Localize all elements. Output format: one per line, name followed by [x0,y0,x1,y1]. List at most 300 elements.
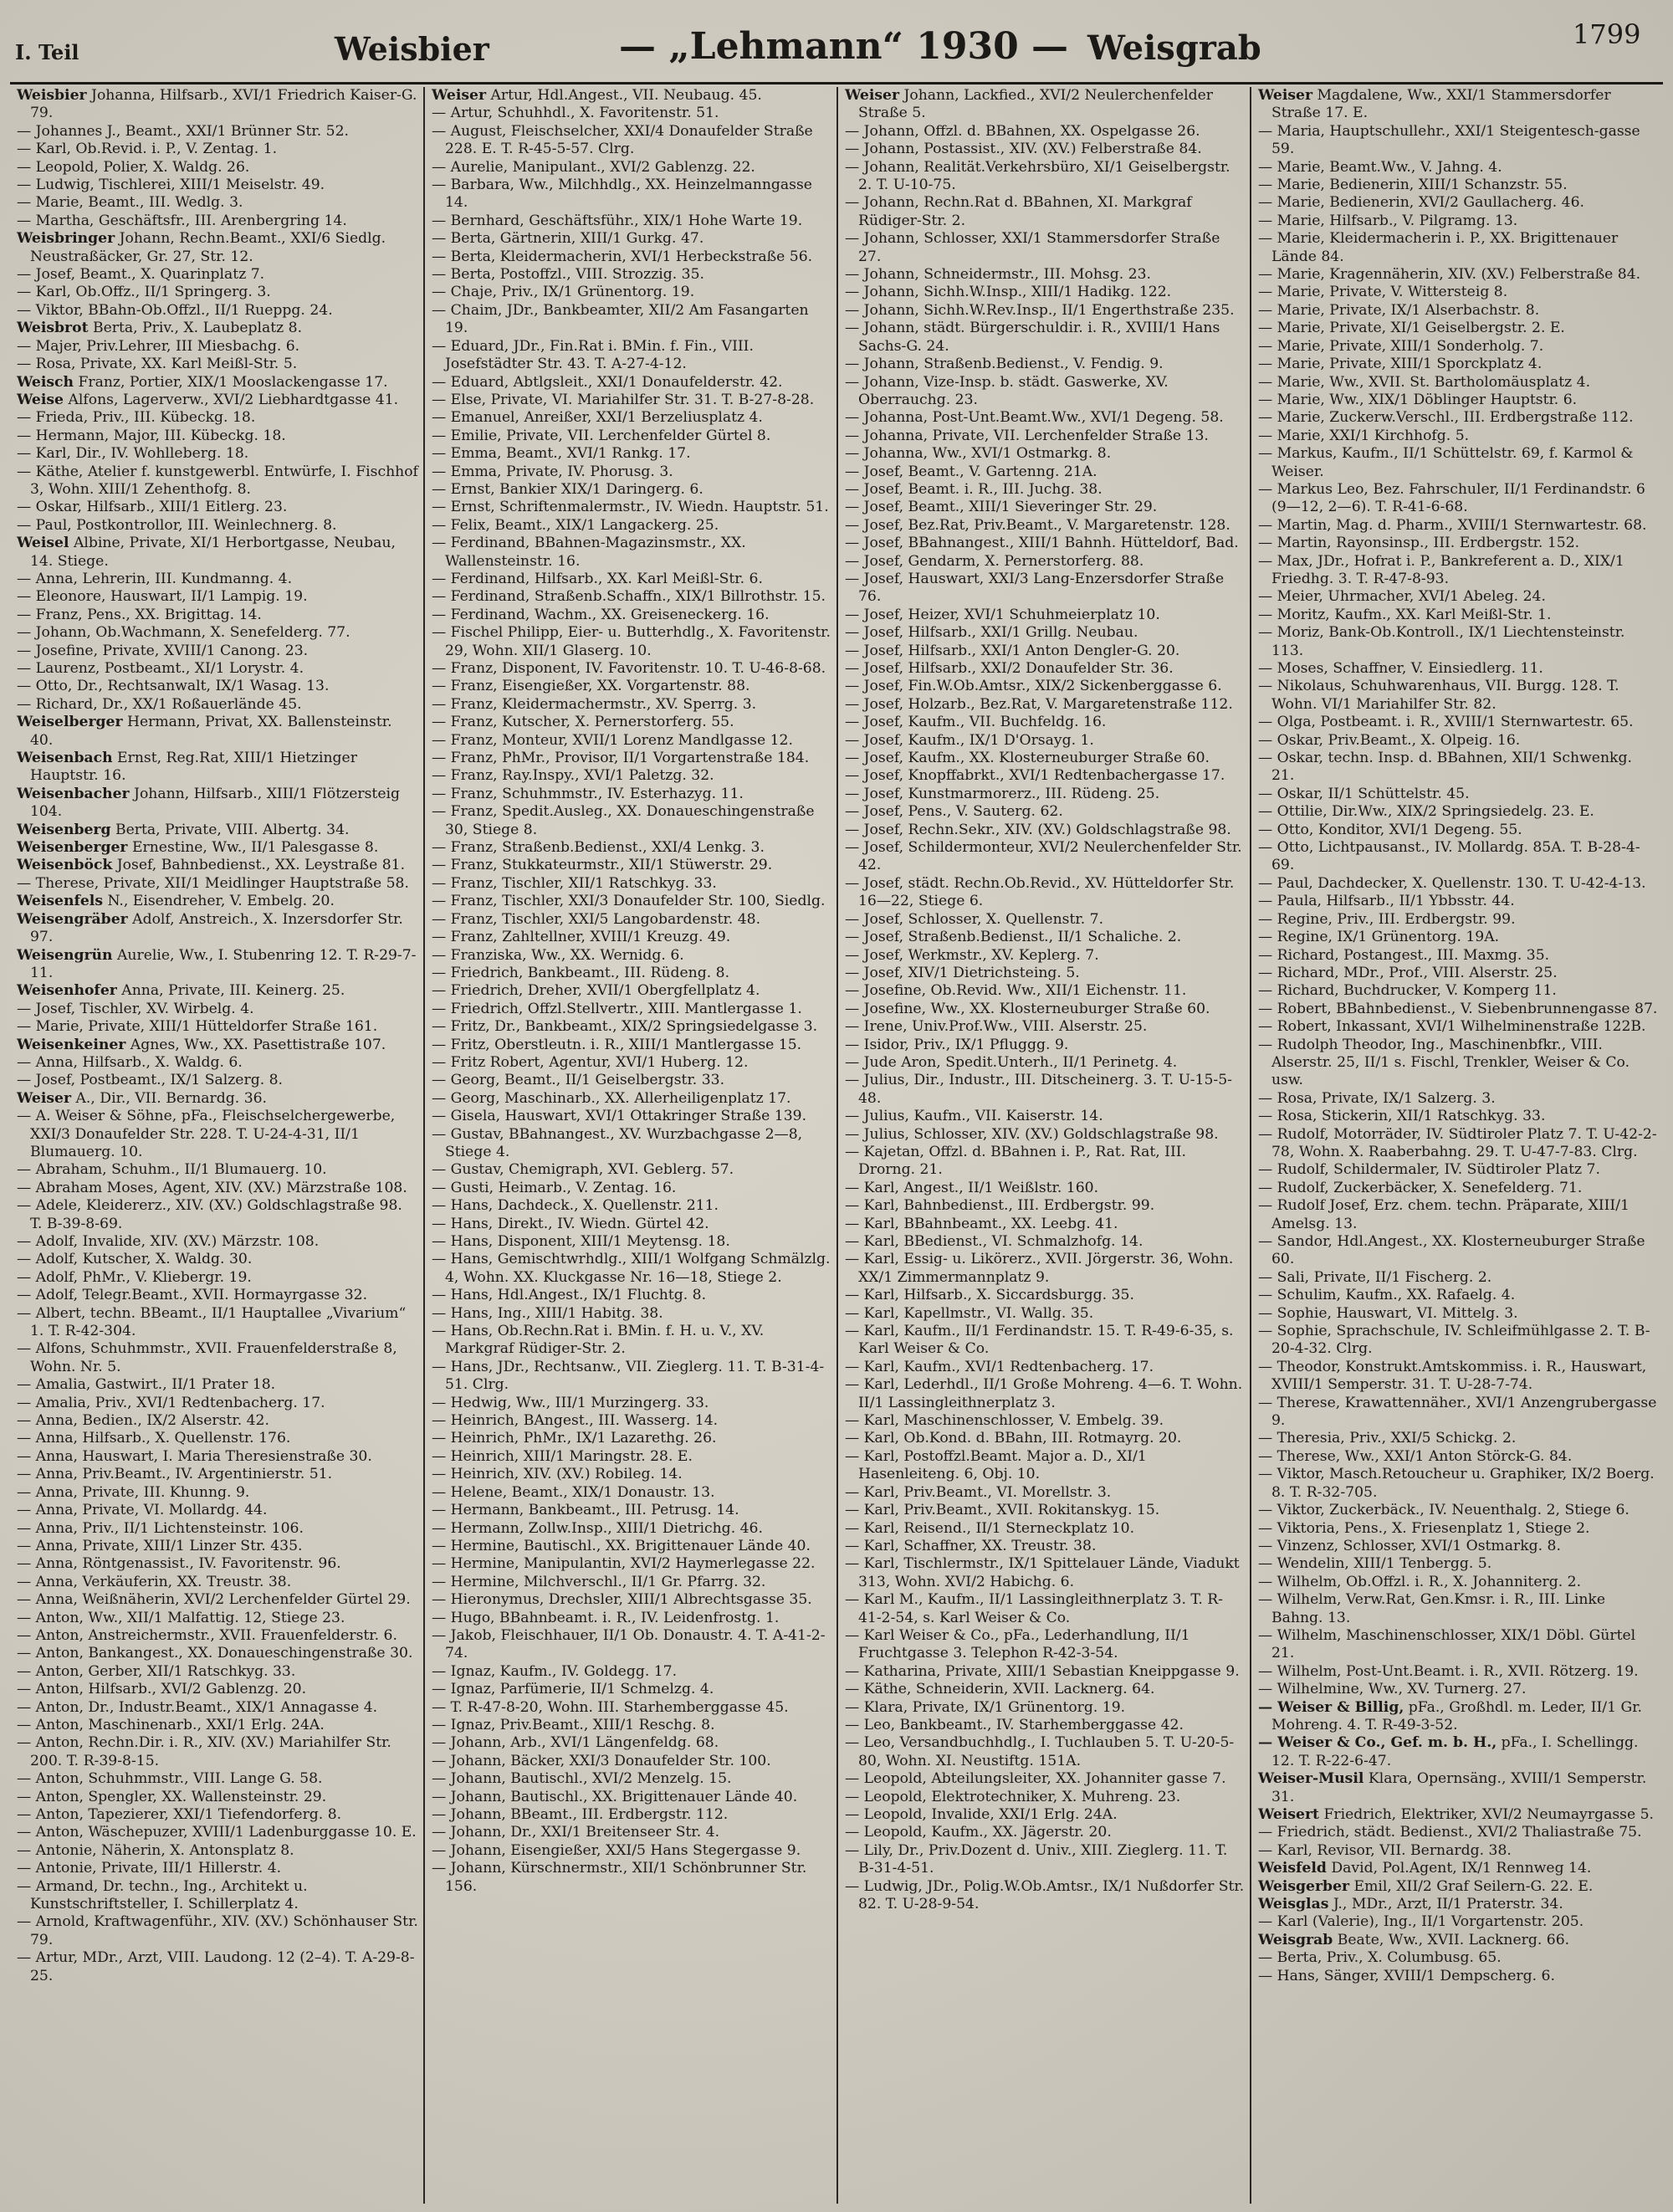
entry-text: — Franz, Straßenb.Bedienst., XXI/4 Lenkg. 3. [432,839,765,857]
entry-text: — Marie, Private, IX/1 Alserbachstr. 8. [1258,301,1540,319]
entry-text: — Ottilie, Dir.Ww., XIX/2 Springsiedelg. 23. E. [1258,803,1594,821]
entry-text: — Marie, Private, XI/1 Geiselbergstr. 2. E. [1258,320,1565,337]
directory-entry [845,1412,1245,1430]
entry-text: — Johanna, Ww., XVI/1 Ostmarkg. 8. [845,445,1112,463]
entry-text: — Marie, Bedienerin, XIII/1 Schanzstr. 55. [1258,177,1568,194]
entry-text: — Theresia, Priv., XXI/5 Schickg. 2. [1258,1430,1517,1447]
entry-text: — Anton, Wäschepuzer, XVIII/1 Ladenburggasse 10. E. [17,1824,417,1841]
directory-entry [17,893,418,910]
entry-text: — Josef, Schildermonteur, XVI/2 Neulerchenfelder Str. 42. [845,839,1242,874]
directory-entry [432,1484,831,1502]
directory-entry [1258,1430,1658,1447]
directory-entry [17,463,418,499]
directory-entry [845,481,1245,499]
entry-text: — Johanna, Post-Unt.Beamt.Ww., XVI/1 Degeng. 58. [845,409,1224,427]
entry-text: — Moritz, Kaufm., XX. Karl Meißl-Str. 1. [1258,606,1552,623]
directory-entry [432,839,831,857]
entry-text: — Heinrich, BAngest., III. Wasserg. 14. [432,1412,719,1430]
entry-text: — Johann, Sichh.W.Rev.Insp., II/1 Engerthstraße 235. [845,301,1235,319]
directory-entry [17,1251,418,1268]
entry-text: Anna, Private, III. Keinerg. 25. [116,982,345,1000]
entry-text: — Josef, Tischler, XV. Wirbelg. 4. [17,1000,254,1017]
directory-entry [1258,1180,1658,1197]
directory-entry [845,571,1245,607]
directory-entry [845,822,1245,839]
entry-text: — Heinrich, XIII/1 Maringstr. 28. E. [432,1447,693,1465]
directory-entry [17,517,418,535]
directory-entry [845,374,1245,410]
directory-entry [432,947,831,965]
entry-text: Ernst, Reg.Rat, XIII/1 Hietzinger Hauptstr. 16. [30,750,357,785]
entry-text: — Vinzenz, Schlosser, XVI/1 Ostmarkg. 8. [1258,1537,1561,1554]
entry-text: — Marie, Private, XIII/1 Sporckplatz 4. [1258,356,1543,373]
entry-text: — Hans, Disponent, XIII/1 Meytensg. 18. [432,1233,730,1250]
directory-entry [17,1395,418,1412]
entry-text: — Johann, Rechn.Rat d. BBahnen, XI. Markgraf Rüdiger-Str. 2. [845,194,1192,229]
directory-entry [17,212,418,230]
directory-entry [432,982,831,1000]
directory-entry [17,1610,418,1627]
entry-text: — Anna, Lehrerin, III. Kundmanng. 4. [17,570,293,587]
entry-text: — Franz, Disponent, IV. Favoritenstr. 10. T. U-46-8-68. [432,660,826,677]
directory-entry [17,284,418,301]
entry-surname: Weiser [1258,87,1313,104]
entry-surname: Weisgrab [1258,1931,1333,1948]
directory-entry [1258,1126,1658,1162]
entry-text: — Meier, Uhrmacher, XVI/1 Abeleg. 24. [1258,588,1546,606]
entry-text: — Moses, Schaffner, V. Einsiedlerg. 11. [1258,660,1543,677]
directory-entry [432,893,831,910]
directory-entry [845,1484,1245,1502]
entry-text: — Johann, BBeamt., III. Erdbergstr. 112. [432,1806,729,1823]
entry-text: — Abraham, Schuhm., II/1 Blumauerg. 10. [17,1161,327,1179]
directory-entry [845,982,1245,1000]
directory-entry [432,374,831,392]
entry-text: — Albert, techn. BBeamt., II/1 Hauptallee „Vivarium“ 1. T. R-42-304. [17,1304,407,1340]
entry-text: — Antonie, Näherin, X. Antonsplatz 8. [17,1841,294,1859]
entry-text: — Oskar, techn. Insp. d. BBahnen, XII/1 Schwenkg. 21. [1258,750,1632,785]
entry-surname: Weisengräber [17,910,128,928]
entry-text: — Bernhard, Geschäftsführ., XIX/1 Hohe Warte 19. [432,212,803,229]
directory-entry [17,660,418,678]
directory-entry [432,857,831,874]
directory-entry [1258,1161,1658,1179]
entry-text: — Karl, Revisor, VII. Bernardg. 38. [1258,1841,1512,1859]
entry-surname: Weisenkeiner [17,1036,126,1053]
entry-text: Hermann, Privat, XX. Ballensteinstr. 40. [30,714,392,749]
entry-text: — Anton, Anstreichermstr., XVII. Frauenfelderstr. 6. [17,1626,397,1644]
entry-text: — Hans, Ing., XIII/1 Habitg. 38. [432,1304,663,1322]
entry-text: — Franz, Stukkateurmstr., XII/1 Stüwerstr. 29. [432,857,773,874]
entry-text: — Ferdinand, Straßenb.Schaffn., XIX/1 Billrothstr. 15. [432,588,826,606]
entry-text: — Friedrich, Offzl.Stellvertr., XIII. Mantlergasse 1. [432,1000,802,1017]
entry-text: Albine, Private, XI/1 Herbortgasse, Neubau, 14. Stiege. [30,535,396,570]
entry-text: — Johann, Ob.Wachmann, X. Senefelderg. 77. [17,624,350,642]
entry-text: — Johann, Bäcker, XXI/3 Donaufelder Str. 100. [432,1752,771,1769]
directory-entry [1258,1824,1658,1841]
entry-text: — Wilhelm, Ob.Offzl. i. R., X. Johanniterg. 2. [1258,1573,1582,1590]
entry-text: — Amalia, Priv., XVI/1 Redtenbacherg. 17. [17,1394,325,1411]
directory-entry [845,1054,1245,1072]
entry-text: — Anton, Gerber, XII/1 Ratschkyg. 33. [17,1662,296,1680]
directory-entry [1258,1699,1658,1735]
directory-entry [17,87,418,123]
directory-entry [1258,1538,1658,1555]
directory-entry [845,1502,1245,1519]
directory-entry [1258,1932,1658,1949]
directory-entry [845,1789,1245,1806]
directory-entry [1258,624,1658,660]
directory-entry [432,1359,831,1395]
directory-entry [17,624,418,642]
entry-text: — Ferdinand, Hilfsarb., XX. Karl Meißl-Str. 6. [432,570,763,587]
entry-text: — Hermann, Major, III. Kübeckg. 18. [17,427,286,444]
directory-entry [432,607,831,624]
entry-text: — Aurelie, Manipulant., XVI/2 Gablenzg. 22. [432,158,755,176]
directory-entry [432,1753,831,1770]
entry-text: — Paula, Hilfsarb., II/1 Ybbsstr. 44. [1258,893,1515,910]
directory-entry [845,1717,1245,1734]
entry-text: — Marie, Private, XIII/1 Hütteldorfer Straße 161. [17,1018,378,1036]
directory-entry [17,1681,418,1698]
entry-text: — Therese, Krawattennäher., XVI/1 Anzengrubergasse 9. [1258,1394,1657,1430]
directory-entry [1258,714,1658,731]
entry-text: — Leopold, Elektrotechniker, X. Muhreng. 23. [845,1788,1181,1805]
entry-text: — Karl, BBahnbeamt., XX. Leebg. 41. [845,1215,1118,1232]
directory-entry [845,1323,1245,1359]
entry-text: — Marie, Bedienerin, XVI/2 Gaullacherg. 46. [1258,194,1584,212]
directory-entry [1258,786,1658,803]
directory-entry [845,517,1245,535]
column-1 [10,87,423,2204]
entry-text: — Marie, Zuckerw.Verschl., III. Erdbergstraße 112. [1258,409,1634,427]
page-number: 1799 [1573,18,1641,50]
directory-entry [17,445,418,463]
directory-entry [432,1842,831,1860]
directory-entry [17,678,418,695]
directory-entry [432,965,831,982]
entry-text: — Anna, Verkäuferin, XX. Treustr. 38. [17,1573,292,1590]
entry-text: — Hermann, Zollw.Insp., XIII/1 Dietrichg. 46. [432,1519,763,1537]
entry-text: — Johann, Realität.Verkehrsbüro, XI/1 Geiselbergstr. 2. T. U-10-75. [845,158,1230,194]
directory-entry [845,1376,1245,1412]
entry-text: — Max, JDr., Hofrat i. P., Bankreferent a. D., XIX/1 Friedhg. 3. T. R-47-8-93. [1258,552,1624,587]
directory-entry [17,1555,418,1573]
directory-entry [432,678,831,695]
directory-entry [1258,1466,1658,1502]
entry-text: Friedrich, Elektriker, XVI/2 Neumayrgasse 5. [1318,1806,1654,1823]
entry-text: — Adolf, PhMr., V. Kliebergr. 19. [17,1268,252,1286]
entry-text: Klara, Opernsäng., XVIII/1 Semperstr. 31. [1271,1770,1647,1805]
entry-text: — Marie, XXI/1 Kirchhofg. 5. [1258,427,1470,444]
entry-text: — Johann, Vize-Insp. b. städt. Gaswerke, XV. Oberrauchg. 23. [845,373,1169,408]
entry-text: — Hans, Gemischtwrhdlg., XIII/1 Wolfgang Schmälzlg. 4, Wohn. XX. Kluckgasse Nr. 16—18, Stiege 2. [432,1251,831,1286]
entry-text: — Josef, Kaufm., VII. Buchfeldg. 16. [845,714,1107,731]
directory-entry [17,194,418,212]
directory-entry [432,87,831,105]
directory-entry [432,1412,831,1430]
directory-entry [1258,839,1658,875]
entry-text: — Anna, Röntgenassist., IV. Favoritenstr. 96. [17,1555,341,1573]
directory-entry [17,1090,418,1108]
entry-text: — Johanna, Private, VII. Lerchenfelder Straße 13. [845,427,1209,444]
entry-text: — Leopold, Invalide, XXI/1 Erlg. 24A. [845,1806,1118,1823]
directory-entry [17,1913,418,1949]
entry-text: — Wilhelmine, Ww., XV. Turnerg. 27. [1258,1681,1527,1698]
entry-text: — Karl Weiser & Co., pFa., Lederhandlung, II/1 Fruchtgasse 3. Telephon R-42-3-54. [845,1626,1190,1662]
entry-text: — Gustav, BBahnangest., XV. Wurzbachgasse 2—8, Stiege 4. [432,1125,803,1160]
directory-entry [1258,230,1658,266]
directory-entry [845,1305,1245,1323]
entry-text: — Josef, Kaufm., IX/1 D'Orsayg. 1. [845,731,1094,749]
directory-entry [1258,1968,1658,1985]
directory-entry [432,463,831,481]
entry-text: — Franz, Ray.Inspy., XVI/1 Paletzg. 32. [432,767,714,785]
entry-text: — Fritz, Oberstleutn. i. R., XIII/1 Mantlergasse 15. [432,1036,802,1053]
directory-entry [1258,911,1658,929]
entry-text: — Josef, Hilfsarb., XXI/1 Grillg. Neubau. [845,624,1138,642]
directory-entry [432,1627,831,1663]
entry-text: Agnes, Ww., XX. Pasettistraße 107. [125,1036,386,1053]
entry-text: Berta, Private, VIII. Albertg. 34. [110,821,350,838]
directory-entry [432,1770,831,1788]
entry-text: — Antonie, Private, III/1 Hillerstr. 4. [17,1860,282,1877]
directory-entry [845,767,1245,785]
entry-text: — Karl, Ob.Revid. i. P., V. Zentag. 1. [17,141,278,158]
entry-text: — Anna, Weißnäherin, XVI/2 Lerchenfelder Gürtel 29. [17,1591,411,1609]
entry-text: — Schulim, Kaufm., XX. Rafaelg. 4. [1258,1287,1516,1304]
entry-text: Berta, Priv., X. Laubeplatz 8. [88,320,303,337]
directory-entry [1258,607,1658,624]
entry-text: — Regine, IX/1 Grünentorg. 19A. [1258,929,1500,946]
directory-entry [17,696,418,714]
entry-text: — Paul, Dachdecker, X. Quellenstr. 130. T. U-42-4-13. [1258,874,1646,892]
entry-text: N., Eisendreher, V. Embelg. 20. [103,893,335,910]
directory-entry [1258,875,1658,893]
directory-entry [17,1878,418,1914]
entry-text: — Anton, Schuhmmstr., VIII. Lange G. 58. [17,1770,323,1788]
entry-text: — Anton, Rechn.Dir. i. R., XIV. (XV.) Mariahilfer Str. 200. T. R-39-8-15. [17,1734,391,1769]
directory-entry [17,982,418,1000]
directory-entry [432,1180,831,1197]
entry-text: — Else, Private, VI. Mariahilfer Str. 31. T. B-27-8-28. [432,391,815,408]
entry-text: — Johann, Kürschnermstr., XII/1 Schönbrunner Str. 156. [432,1860,807,1895]
entry-text: — Marie, Hilfsarb., V. Pilgramg. 13. [1258,212,1518,229]
entry-text: — Anna, Private, III. Khunng. 9. [17,1483,250,1501]
entry-surname: Weiser [845,87,900,104]
directory-entry [17,392,418,409]
directory-entry [1258,1555,1658,1573]
entry-text: — Karl, Schaffner, XX. Treustr. 38. [845,1537,1097,1554]
directory-entry [17,159,418,177]
entry-text: — Josef, Beamt., XIII/1 Sieveringer Str. 29. [845,499,1158,516]
directory-entry [432,1251,831,1287]
directory-entry [432,445,831,463]
entry-text: — Berta, Gärtnerin, XIII/1 Gurkg. 47. [432,230,704,248]
entry-text: — Karl, Lederhdl., II/1 Große Mohreng. 4—6. T. Wohn. II/1 Lassingleithnerplatz 3. [845,1376,1243,1411]
entry-surname: Weisenbacher [17,785,130,802]
entry-text: — Laurenz, Postbeamt., XI/1 Lorystr. 4. [17,660,304,677]
entry-text: — Georg, Maschinarb., XX. Allerheiligenplatz 17. [432,1089,791,1107]
entry-text: Johann, Hilfsarb., XIII/1 Flötzersteig 104. [30,785,401,821]
directory-entry [17,1430,418,1447]
directory-entry [1258,1323,1658,1359]
directory-entry [1258,1305,1658,1323]
directory-entry [845,1018,1245,1036]
directory-entry [845,302,1245,320]
directory-entry [1258,822,1658,839]
directory-entry [432,1037,831,1054]
directory-entry [17,409,418,427]
entry-text: — Josef, Beamt. i. R., III. Juchg. 38. [845,480,1103,498]
entry-text: Aurelie, Ww., I. Stubenring 12. T. R-29-7-11. [30,946,417,981]
directory-entry [17,1520,418,1538]
entry-text: Adolf, Anstreich., X. Inzersdorfer Str. 97. [30,910,403,946]
entry-text: — Karl, Angest., II/1 Weißlstr. 160. [845,1179,1099,1196]
entry-text: — Frieda, Priv., III. Kübeckg. 18. [17,409,256,427]
entry-text: — Franziska, Ww., XX. Wernidg. 6. [432,946,684,964]
entry-text: — Maria, Hauptschullehr., XXI/1 Steigentesch-gasse 59. [1258,122,1640,158]
entry-surname: Weisbringer [17,230,115,248]
entry-text: — Robert, Inkassant, XVI/1 Wilhelminenstraße 122B. [1258,1018,1646,1036]
directory-entry [845,1233,1245,1251]
directory-entry [17,1591,418,1609]
entry-text: Alfons, Lagerverw., XVI/2 Liebhardtgasse 41. [63,391,399,408]
entry-text: — Karl, Kapellmstr., VI. Wallg. 35. [845,1304,1094,1322]
entry-text: — Josef, Heizer, XVI/1 Schuhmeierplatz 10. [845,606,1160,623]
directory-entry [17,1466,418,1483]
directory-entry [845,1144,1245,1180]
directory-entry [432,767,831,785]
entry-text: — August, Fleischselcher, XXI/4 Donaufelder Straße 228. E. T. R-45-5-57. Clrg. [432,122,813,158]
entry-text: — Josef, Bez.Rat, Priv.Beamt., V. Margaretenstr. 128. [845,516,1230,534]
directory-entry [1258,1197,1658,1233]
directory-entry [432,1001,831,1018]
directory-entry [432,1126,831,1162]
directory-entry [432,660,831,678]
entry-text: — Helene, Beamt., XIX/1 Donaustr. 13. [432,1483,715,1501]
directory-entry [17,857,418,874]
directory-entry [1258,965,1658,982]
directory-entry [432,1824,831,1841]
directory-entry [845,445,1245,463]
directory-entry [432,302,831,338]
entry-text: — Ignaz, Priv.Beamt., XIII/1 Reschg. 8. [432,1716,715,1733]
entry-text: — Richard, Postangest., III. Maxmg. 35. [1258,946,1550,964]
entry-text: — Anton, Hilfsarb., XVI/2 Gablenzg. 20. [17,1681,307,1698]
entry-text: pFa., Großhdl. m. Leder, II/1 Gr. Mohreng. 4. T. R-49-3-52. [1271,1698,1642,1733]
directory-entry [17,1484,418,1502]
entry-text: — Johann, Schlosser, XXI/1 Stammersdorfer Straße 27. [845,230,1220,265]
entry-surname: Weisbier [17,87,87,104]
directory-entry [17,1860,418,1877]
entry-surname: Weisenbach [17,750,113,767]
entry-text: — Robert, BBahnbedienst., V. Siebenbrunnengasse 87. [1258,1000,1658,1017]
entry-text: — Kajetan, Offzl. d. BBahnen i. P., Rat. Rat, III. Drorng. 21. [845,1143,1187,1179]
entry-text: — Anna, Priv.Beamt., IV. Argentinierstr. 51. [17,1466,333,1483]
entry-text: — Therese, Private, XII/1 Meidlinger Hauptstraße 58. [17,874,409,892]
directory-entry [845,1251,1245,1287]
entry-text: — Georg, Beamt., II/1 Geiselbergstr. 33. [432,1072,725,1089]
entry-text: — Karl, Tischlermstr., IX/1 Spittelauer Lände, Viadukt 313, Wohn. XVI/2 Habichg. 6. [845,1555,1240,1590]
directory-entry [1258,374,1658,392]
entry-text: — Martin, Mag. d. Pharm., XVIII/1 Sternwartestr. 68. [1258,516,1647,534]
entry-surname: Weisfeld [1258,1860,1327,1877]
directory-entry [17,1824,418,1841]
entry-text: — Sali, Private, II/1 Fischerg. 2. [1258,1268,1492,1286]
entry-text: — Josef, Kunstmarmorerz., III. Rüdeng. 25. [845,785,1160,802]
directory-entry [845,732,1245,750]
entry-text: — Rudolf, Zuckerbäcker, X. Senefelderg. 71. [1258,1179,1583,1196]
entry-text: — Ignaz, Kaufm., IV. Goldegg. 17. [432,1662,678,1680]
entry-text: — Josef, Rechn.Sekr., XIV. (XV.) Goldschlagstraße 98. [845,821,1231,838]
directory-entry [432,105,831,122]
entry-text: — Johann, Postassist., XIV. (XV.) Felberstraße 84. [845,141,1202,158]
directory-entry [17,839,418,857]
directory-entry [1258,284,1658,301]
directory-entry [17,1538,418,1555]
directory-entry [845,803,1245,821]
entry-text: — Marie, Beamt., III. Wedlg. 3. [17,194,243,212]
entry-text: — Lily, Dr., Priv.Dozent d. Univ., XIII. Zieglerg. 11. T. B-31-4-51. [845,1841,1228,1877]
entry-surname: — Weiser & Co., Gef. m. b. H., [1258,1734,1497,1752]
directory-entry [845,1287,1245,1304]
directory-entry [432,1717,831,1734]
entry-text: — Josef, Straßenb.Bedienst., II/1 Schaliche. 2. [845,929,1182,946]
entry-text: — Abraham Moses, Agent, XIV. (XV.) Märzstraße 108. [17,1179,407,1196]
entry-surname: Weiser [17,1089,72,1107]
directory-entry [17,356,418,373]
entry-text: — Rosa, Private, XX. Karl Meißl-Str. 5. [17,356,298,373]
directory-entry [1258,194,1658,212]
directory-entry [17,535,418,571]
entry-text: — Adele, Kleidererz., XIV. (XV.) Goldschlagstraße 98. T. B-39-8-69. [17,1197,402,1232]
directory-entry [432,1699,831,1717]
directory-entry [17,177,418,194]
entry-text: — Berta, Priv., X. Columbusg. 65. [1258,1949,1502,1967]
entry-text: — Karl, Hilfsarb., X. Siccardsburgg. 35. [845,1287,1134,1304]
directory-entry [432,1323,831,1359]
directory-entry [1258,588,1658,606]
directory-entry [432,266,831,284]
part-label: I. Teil [15,40,79,64]
entry-text: — Karl, Kaufm., II/1 Ferdinandstr. 15. T. R-49-6-35, s. Karl Weiser & Co. [845,1323,1234,1358]
entry-text: — Josef, Schlosser, X. Quellenstr. 7. [845,910,1104,928]
directory-entry [17,1789,418,1806]
entry-text: — Josef, BBahnangest., XIII/1 Bahnh. Hütteldorf, Bad. [845,535,1239,552]
entry-text: — Emilie, Private, VII. Lerchenfelder Gürtel 8. [432,427,771,444]
entry-text: — Artur, MDr., Arzt, VIII. Laudong. 12 (2–4). T. A-29-8-25. [17,1949,415,1984]
entry-text: — Marie, Beamt.Ww., V. Jahng. 4. [1258,158,1502,176]
entry-text: — Franz, Kleidermachermstr., XV. Sperrg. 3. [432,695,757,713]
directory-entry [845,607,1245,624]
entry-text: — Anna, Bedien., IX/2 Alserstr. 42. [17,1412,269,1430]
directory-entry [845,1108,1245,1125]
entry-text: — Heinrich, XIV. (XV.) Robileg. 14. [432,1466,683,1483]
entry-surname: Weiser [432,87,487,104]
entry-text: — Josef, Fin.W.Ob.Amtsr., XIX/2 Sickenberggasse 6. [845,678,1222,695]
entry-text: — Friedrich, Bankbeamt., III. Rüdeng. 8. [432,964,730,981]
directory-entry [432,1216,831,1233]
entry-text: — Nikolaus, Schuhwarenhaus, VII. Burgg. 128. T. Wohn. VI/1 Mariahilfer Str. 82. [1258,678,1619,713]
directory-entry [1258,1395,1658,1431]
entry-text: — Franz, Schuhmmstr., IV. Esterhazyg. 11. [432,785,744,802]
entry-text: — Karl (Valerie), Ing., II/1 Vorgartenstr. 205. [1258,1913,1584,1931]
entry-text: — Sophie, Hauswart, VI. Mittelg. 3. [1258,1304,1518,1322]
directory-entry [1258,302,1658,320]
directory-entry [1258,266,1658,284]
entry-text: — Josef, Hauswart, XXI/3 Lang-Enzersdorfer Straße 76. [845,570,1225,606]
